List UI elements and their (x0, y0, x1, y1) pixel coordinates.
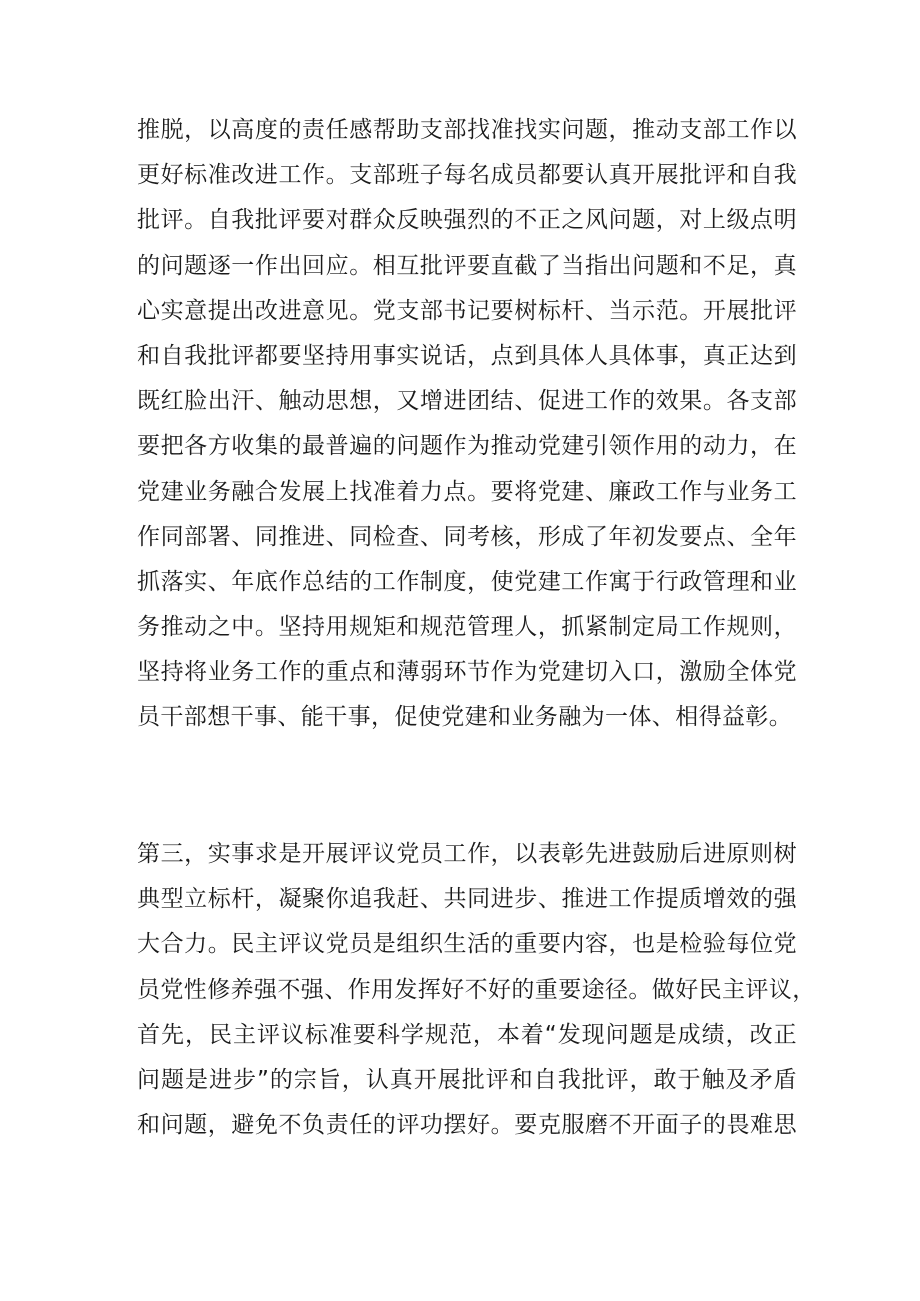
text-line: 要把各方收集的最普遍的问题作为推动党建引领作用的动力，在 (137, 433, 797, 460)
text-line: 党建业务融合发展上找准着力点。要将党建、廉政工作与业务工 (137, 478, 797, 505)
text-line: 心实意提出改进意见。党支部书记要树标杆、当示范。开展批评 (137, 297, 797, 324)
paragraph-1 (137, 108, 797, 741)
text-line: 员党性修养强不强、作用发挥好不好的重要途径。做好民主评议， (137, 976, 816, 1003)
text-line: 大合力。民主评议党员是组织生活的重要内容，也是检验每位党 (137, 931, 797, 958)
text-line: 问题是进步”的宗旨，认真开展批评和自我批评，敢于触及矛盾 (137, 1066, 797, 1093)
text-line: 首先，民主评议标准要科学规范，本着“发现问题是成绩，改正 (137, 1021, 797, 1048)
text-line: 更好标准改进工作。支部班子每名成员都要认真开展批评和自我 (137, 162, 797, 189)
text-line: 批评。自我批评要对群众反映强烈的不正之风问题，对上级点明 (137, 207, 797, 234)
text-line: 推脱，以高度的责任感帮助支部找准找实问题，推动支部工作以 (137, 117, 797, 143)
text-line: 典型立标杆，凝聚你追我赶、共同进步、推进工作提质增效的强 (137, 886, 797, 913)
paragraph-2 (137, 832, 816, 1148)
text-line: 坚持将业务工作的重点和薄弱环节作为党建切入口，激励全体党 (137, 659, 797, 686)
text-line: 和问题，避免不负责任的评功摆好。要克服磨不开面子的畏难思 (137, 1112, 797, 1139)
text-line: 员干部想干事、能干事，促使党建和业务融为一体、相得益彰。 (137, 704, 793, 731)
text-line: 的问题逐一作出回应。相互批评要直截了当指出问题和不足，真 (137, 252, 797, 279)
text-line: 务推动之中。坚持用规矩和规范管理人，抓紧制定局工作规则， (137, 614, 797, 641)
text-line: 第三，实事求是开展评议党员工作，以表彰先进鼓励后进原则树 (137, 841, 797, 867)
text-line: 抓落实、年底作总结的工作制度，使党建工作寓于行政管理和业 (137, 568, 797, 595)
text-line: 作同部署、同推进、同检查、同考核，形成了年初发要点、全年 (137, 523, 797, 550)
text-line: 既红脸出汗、触动思想，又增进团结、促进工作的效果。各支部 (137, 388, 797, 415)
text-line: 和自我批评都要坚持用事实说话，点到具体人具体事，真正达到 (137, 342, 797, 369)
